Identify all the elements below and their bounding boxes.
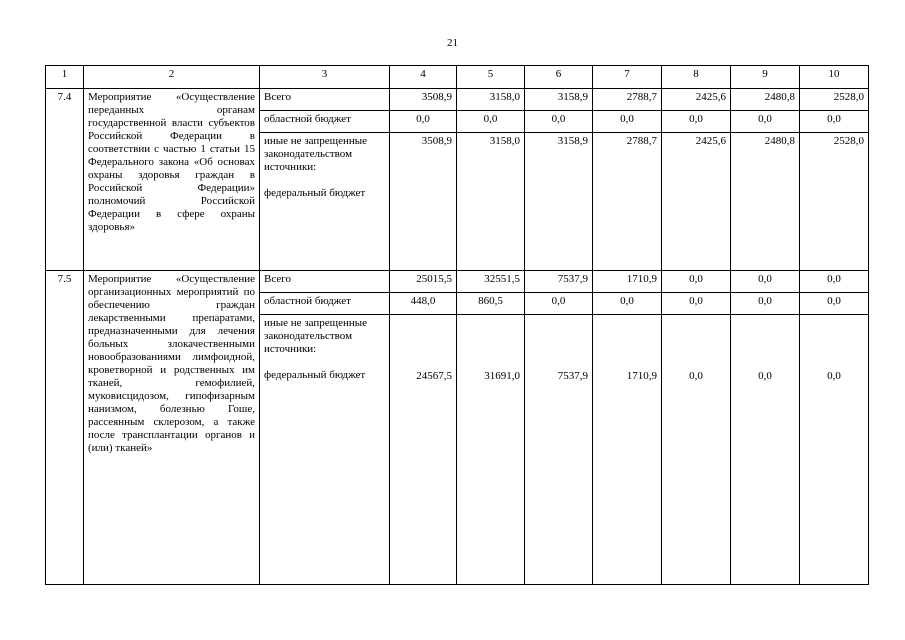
total-value: 0,0 <box>731 271 800 293</box>
header-col-2: 2 <box>84 66 260 89</box>
federal-budget-value: 31691,0 <box>457 315 525 585</box>
other-sources-label: иные не запрещенные законодательством источники: <box>264 135 368 173</box>
regional-budget-value: 0,0 <box>593 111 662 133</box>
federal-budget-value: 2480,8 <box>731 133 800 271</box>
federal-budget-value: 1710,9 <box>593 315 662 585</box>
total-label: Всего <box>260 271 390 293</box>
federal-budget-value: 3158,9 <box>525 133 593 271</box>
total-value: 32551,5 <box>457 271 525 293</box>
regional-budget-value: 0,0 <box>525 111 593 133</box>
header-col-10: 10 <box>800 66 869 89</box>
total-value: 7537,9 <box>525 271 593 293</box>
federal-budget-value: 2528,0 <box>800 133 869 271</box>
budget-table <box>45 65 869 585</box>
table-row <box>46 271 869 293</box>
federal-budget-label: федеральный бюджет <box>264 187 366 199</box>
row-code: 7.5 <box>46 271 84 585</box>
regional-budget-value: 0,0 <box>390 111 457 133</box>
total-value: 2425,6 <box>662 89 731 111</box>
other-sources-cell <box>260 133 390 271</box>
regional-budget-label: областной бюджет <box>260 111 390 133</box>
federal-budget-value: 2425,6 <box>662 133 731 271</box>
header-col-5: 5 <box>457 66 525 89</box>
row-code: 7.4 <box>46 89 84 271</box>
regional-budget-value: 0,0 <box>525 293 593 315</box>
header-col-7: 7 <box>593 66 662 89</box>
regional-budget-value: 0,0 <box>800 293 869 315</box>
regional-budget-value: 0,0 <box>662 293 731 315</box>
total-value: 1710,9 <box>593 271 662 293</box>
header-col-9: 9 <box>731 66 800 89</box>
regional-budget-value: 0,0 <box>731 293 800 315</box>
row-description: Мероприятие «Осуществление организационных мероприятий по обеспечению граждан лекарственными препаратами, предназначенными для лечения больных злокачественными новообразованиями лимфоидной, кроветворной и родственных им тканей, гемофилией, муковисцидозом, гипофизарным нанизмом, болезнью Гоше, рассеянным склерозом, а также после трансплантации органов и (или) тканей» <box>84 271 260 585</box>
total-label: Всего <box>260 89 390 111</box>
regional-budget-value: 0,0 <box>457 111 525 133</box>
header-col-6: 6 <box>525 66 593 89</box>
federal-budget-value: 7537,9 <box>525 315 593 585</box>
regional-budget-value: 0,0 <box>593 293 662 315</box>
total-value: 0,0 <box>800 271 869 293</box>
total-value: 2528,0 <box>800 89 869 111</box>
header-col-4: 4 <box>390 66 457 89</box>
federal-budget-value: 0,0 <box>800 315 869 585</box>
federal-budget-value: 2788,7 <box>593 133 662 271</box>
header-col-3: 3 <box>260 66 390 89</box>
header-row <box>46 66 869 89</box>
regional-budget-value: 0,0 <box>800 111 869 133</box>
federal-budget-value: 24567,5 <box>390 315 457 585</box>
regional-budget-value: 0,0 <box>731 111 800 133</box>
total-value: 0,0 <box>662 271 731 293</box>
federal-budget-value: 3508,9 <box>390 133 457 271</box>
total-value: 2788,7 <box>593 89 662 111</box>
regional-budget-value: 860,5 <box>457 293 525 315</box>
total-value: 2480,8 <box>731 89 800 111</box>
header-col-1: 1 <box>46 66 84 89</box>
other-sources-cell <box>260 315 390 585</box>
federal-budget-label: федеральный бюджет <box>264 369 366 381</box>
other-sources-label: иные не запрещенные законодательством источники: <box>264 317 368 355</box>
row-description: Мероприятие «Осуществление переданных органам государственной власти субъектов Российской Федерации в соответствии с частью 1 статьи 15 Федерального закона «Об основах охраны здоровья граждан в Российской Федерации» полномочий Российской Федерации в сфере охраны здоровья» <box>84 89 260 271</box>
federal-budget-value: 0,0 <box>731 315 800 585</box>
total-value: 3158,9 <box>525 89 593 111</box>
total-value: 3508,9 <box>390 89 457 111</box>
regional-budget-value: 448,0 <box>390 293 457 315</box>
header-col-8: 8 <box>662 66 731 89</box>
federal-budget-value: 3158,0 <box>457 133 525 271</box>
table-row <box>46 89 869 111</box>
total-value: 3158,0 <box>457 89 525 111</box>
regional-budget-label: областной бюджет <box>260 293 390 315</box>
federal-budget-value: 0,0 <box>662 315 731 585</box>
regional-budget-value: 0,0 <box>662 111 731 133</box>
total-value: 25015,5 <box>390 271 457 293</box>
page-number: 21 <box>447 37 458 49</box>
